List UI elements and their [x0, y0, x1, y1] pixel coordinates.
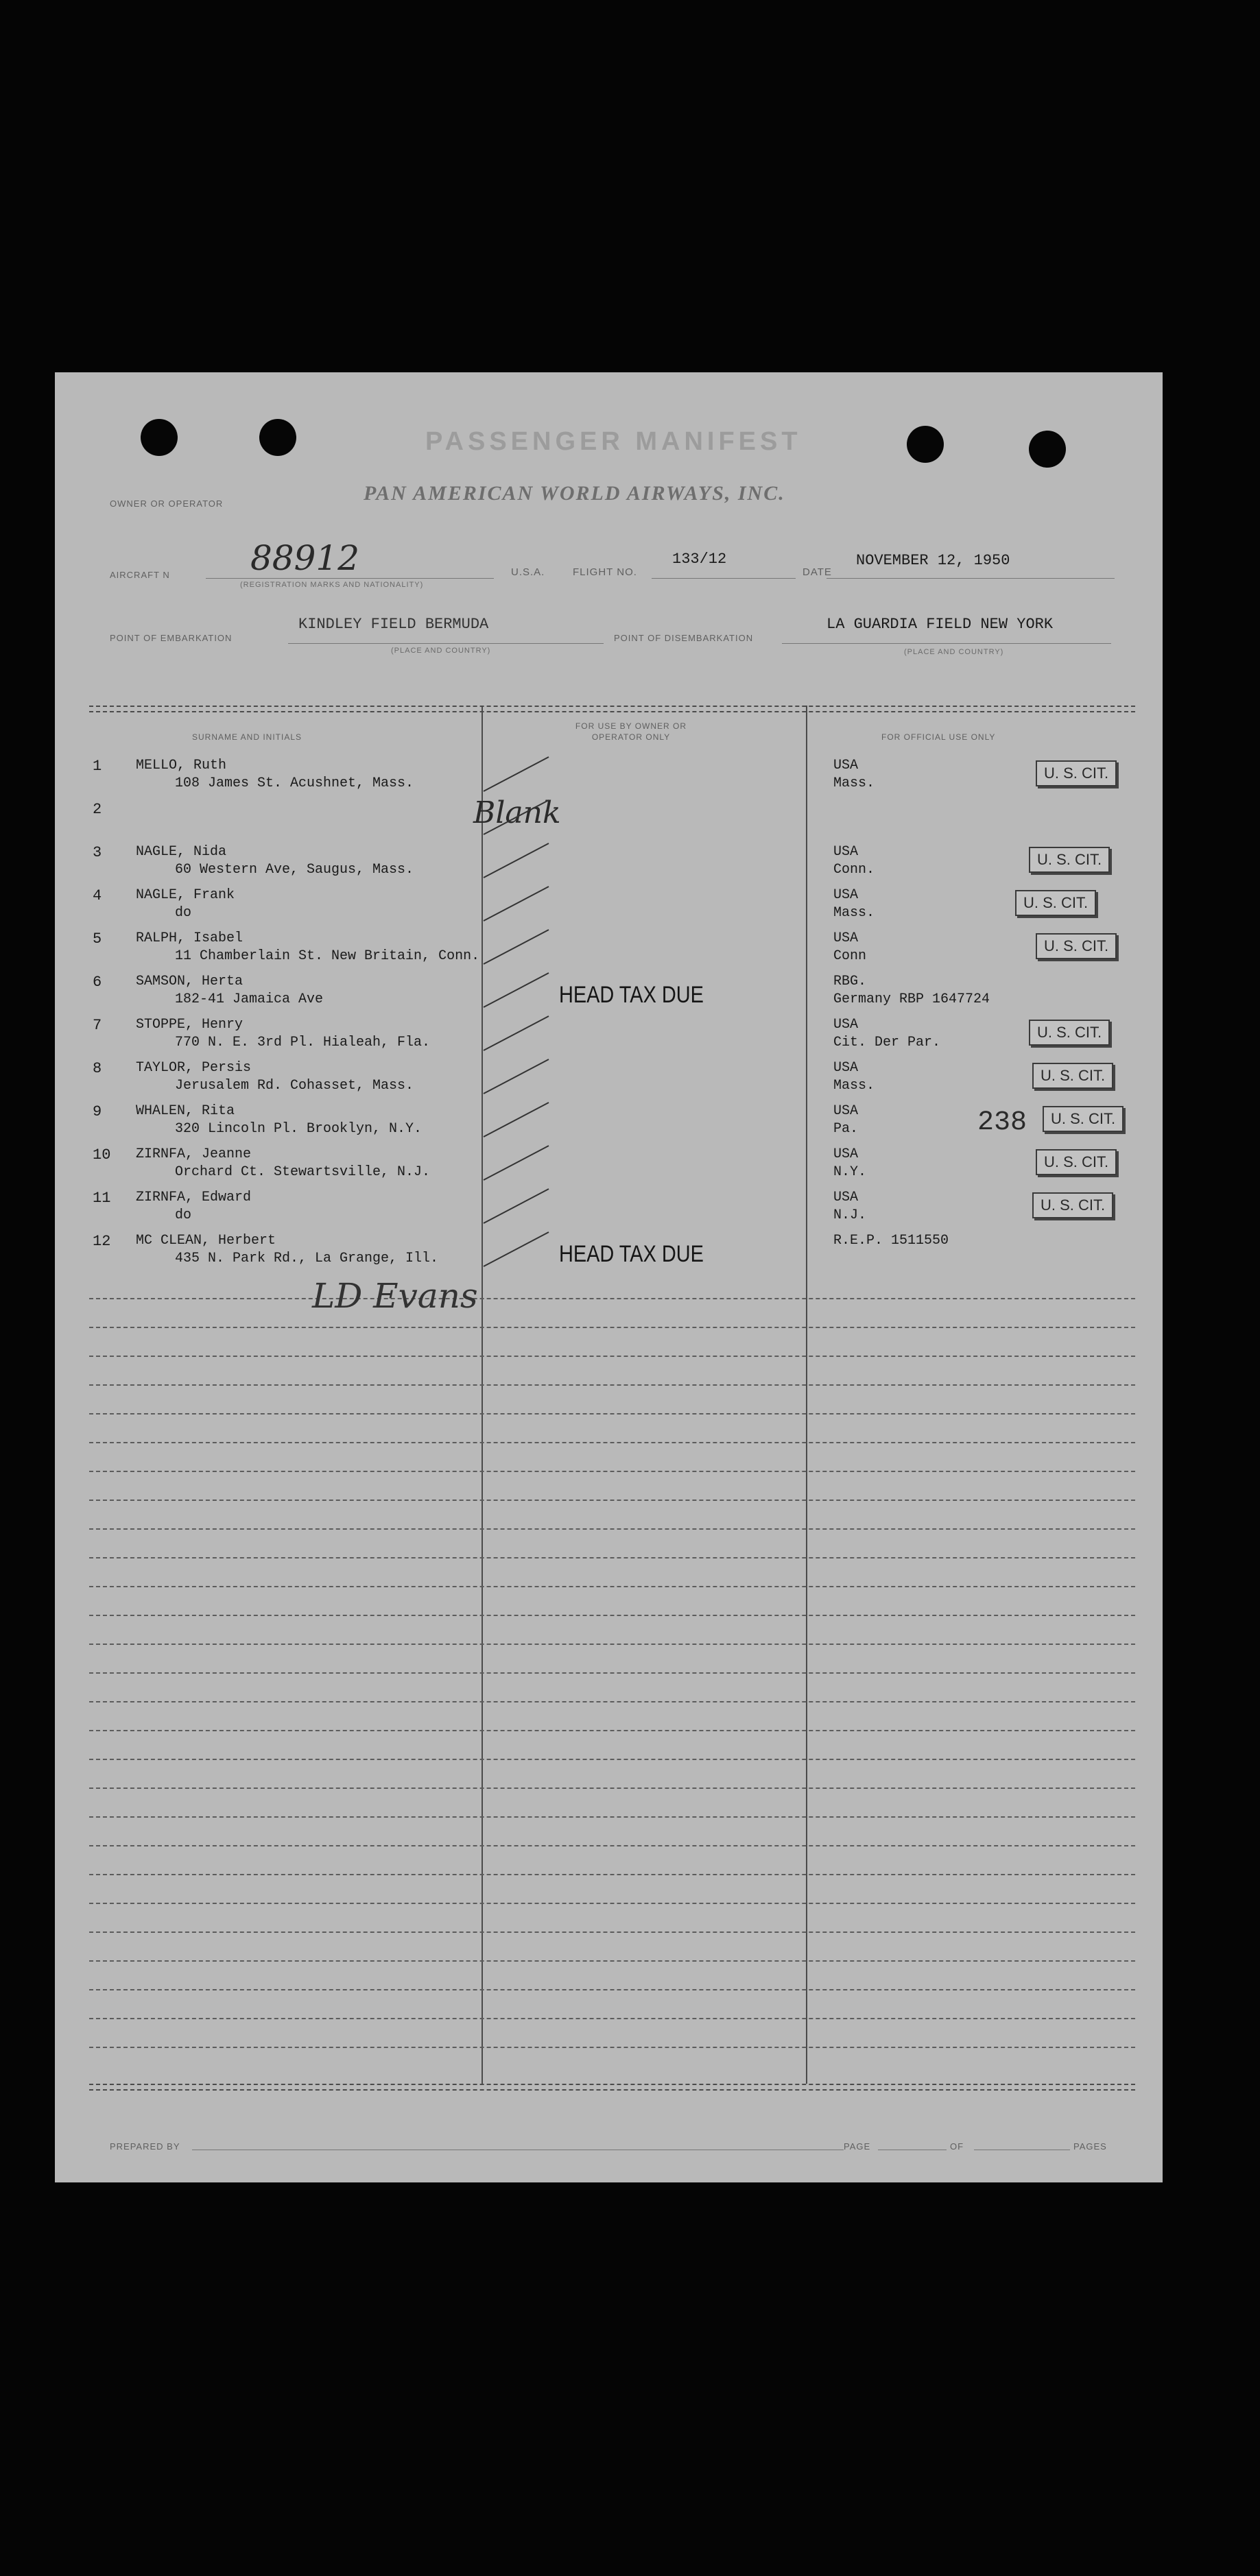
punch-hole [1029, 431, 1066, 468]
passenger-name: STOPPE, Henry [136, 1017, 243, 1033]
punch-hole [259, 419, 296, 456]
owner-label: OWNER OR OPERATOR [110, 498, 224, 509]
column-header-surname: SURNAME AND INITIALS [192, 732, 302, 742]
date-label: DATE [803, 566, 832, 578]
passenger-number: 1 [93, 758, 102, 775]
operator-remark: HEAD TAX DUE [559, 982, 704, 1008]
handwritten-238: 238 [977, 1107, 1027, 1138]
us-citizen-stamp: U. S. CIT. [1032, 1063, 1113, 1089]
official-country: USA [833, 844, 859, 860]
passenger-address: 770 N. E. 3rd Pl. Hialeah, Fla. [175, 1035, 431, 1050]
passenger-name: RALPH, Isabel [136, 930, 243, 946]
official-detail: Cit. Der Par. [833, 1035, 941, 1050]
passenger-number: 11 [93, 1190, 111, 1207]
us-citizen-stamp: U. S. CIT. [1032, 1192, 1113, 1218]
official-detail: Mass. [833, 775, 875, 791]
official-country: R.E.P. 1511550 [833, 1233, 949, 1249]
passenger-address: 320 Lincoln Pl. Brooklyn, N.Y. [175, 1121, 423, 1137]
passenger-address: 182-41 Jamaica Ave [175, 991, 324, 1007]
ruled-line [89, 2047, 1135, 2048]
check-mark-icon [480, 840, 556, 881]
page-label: PAGE [844, 2141, 871, 2152]
ruled-line [89, 1787, 1135, 1789]
passenger-address: do [175, 905, 192, 921]
passenger-number: 10 [93, 1146, 111, 1164]
official-detail: Conn. [833, 862, 875, 878]
official-detail: Conn [833, 948, 867, 964]
header-underline [782, 643, 1111, 644]
ruled-line [89, 1442, 1135, 1443]
ruled-line [89, 1672, 1135, 1674]
passenger-name: ZIRNFA, Edward [136, 1190, 252, 1205]
ruled-line [89, 1701, 1135, 1702]
passenger-address: 435 N. Park Rd., La Grange, Ill. [175, 1251, 439, 1266]
place-note: (PLACE AND COUNTRY) [391, 647, 491, 655]
passenger-number: 12 [93, 1233, 111, 1250]
embarkation-label: POINT OF EMBARKATION [110, 633, 233, 643]
official-country: USA [833, 1146, 859, 1162]
official-country: USA [833, 1017, 859, 1033]
official-detail: N.J. [833, 1207, 867, 1223]
form-title: PASSENGER MANIFEST [425, 427, 802, 456]
header-underline [206, 578, 494, 579]
owner-value: PAN AMERICAN WORLD AIRWAYS, INC. [364, 482, 785, 505]
official-detail: Mass. [833, 1078, 875, 1094]
ruled-line [89, 1903, 1135, 1904]
flight-label: FLIGHT NO. [573, 566, 637, 578]
ruled-line [89, 1586, 1135, 1587]
ruled-line [89, 1557, 1135, 1558]
ruled-line [89, 1327, 1135, 1328]
official-detail: N.Y. [833, 1164, 867, 1180]
header-underline [288, 643, 604, 644]
operator-remark: Blank [473, 795, 561, 830]
us-citizen-stamp: U. S. CIT. [1036, 760, 1117, 786]
aircraft-value: 88912 [250, 538, 360, 578]
ruled-line [89, 1471, 1135, 1472]
punch-hole [141, 419, 178, 456]
us-citizen-stamp: U. S. CIT. [1015, 890, 1096, 916]
punch-hole [907, 426, 944, 463]
ruled-line [89, 1931, 1135, 1933]
table-top-border [89, 711, 1135, 712]
passenger-name: NAGLE, Nida [136, 844, 227, 860]
manifest-sheet [55, 372, 1163, 2182]
official-country: RBG. [833, 974, 867, 989]
check-mark-icon [480, 1229, 556, 1270]
prepared-by-label: PREPARED BY [110, 2141, 180, 2152]
ruled-line [89, 1356, 1135, 1357]
disembarkation-value: LA GUARDIA FIELD NEW YORK [827, 616, 1054, 633]
table-bottom-border [89, 2084, 1135, 2085]
passenger-address: 11 Chamberlain St. New Britain, Conn. [175, 948, 480, 964]
check-mark-icon [480, 970, 556, 1011]
passenger-name: MELLO, Ruth [136, 758, 227, 773]
header-underline [652, 578, 796, 579]
passenger-number: 9 [93, 1103, 102, 1120]
passenger-address: Orchard Ct. Stewartsville, N.J. [175, 1164, 431, 1180]
passenger-number: 4 [93, 887, 102, 904]
aircraft-label: AIRCRAFT N [110, 570, 170, 580]
official-country: USA [833, 1103, 859, 1119]
ruled-line [89, 1384, 1135, 1386]
us-citizen-stamp: U. S. CIT. [1043, 1106, 1124, 1132]
pages-label: PAGES [1073, 2141, 1107, 2152]
ruled-line [89, 1816, 1135, 1818]
check-mark-icon [480, 1013, 556, 1054]
official-country: USA [833, 1190, 859, 1205]
of-label: OF [950, 2141, 964, 2152]
date-value: NOVEMBER 12, 1950 [856, 552, 1010, 569]
disembarkation-label: POINT OF DISEMBARKATION [614, 633, 754, 643]
check-mark-icon [480, 754, 556, 795]
us-citizen-stamp: U. S. CIT. [1029, 847, 1110, 873]
passenger-name: NAGLE, Frank [136, 887, 235, 903]
official-detail: Mass. [833, 905, 875, 921]
ruled-line [89, 1298, 1135, 1299]
flight-value: 133/12 [672, 551, 727, 568]
us-citizen-stamp: U. S. CIT. [1036, 933, 1117, 959]
ruled-line [89, 1500, 1135, 1501]
handwritten-signature: LD Evans [312, 1276, 478, 1316]
operator-remark: HEAD TAX DUE [559, 1241, 704, 1267]
official-detail: Germany RBP 1647724 [833, 991, 990, 1007]
us-citizen-stamp: U. S. CIT. [1029, 1020, 1110, 1046]
column-divider [806, 706, 807, 2084]
ruled-line [89, 2018, 1135, 2019]
passenger-number: 5 [93, 930, 102, 948]
check-mark-icon [480, 883, 556, 924]
ruled-line [89, 1845, 1135, 1846]
check-mark-icon [480, 1142, 556, 1183]
passenger-address: 60 Western Ave, Saugus, Mass. [175, 862, 414, 878]
official-country: USA [833, 758, 859, 773]
check-mark-icon [480, 1185, 556, 1227]
ruled-line [89, 1615, 1135, 1616]
registration-note: (REGISTRATION MARKS AND NATIONALITY) [240, 581, 424, 589]
embarkation-value: KINDLEY FIELD BERMUDA [298, 616, 489, 633]
ruled-line [89, 1874, 1135, 1875]
ruled-line [89, 1730, 1135, 1731]
check-mark-icon [480, 926, 556, 967]
table-top-border [89, 706, 1135, 707]
header-underline [827, 578, 1115, 579]
ruled-line [89, 1960, 1135, 1962]
official-country: USA [833, 887, 859, 903]
us-citizen-stamp: U. S. CIT. [1036, 1149, 1117, 1175]
ruled-line [89, 1413, 1135, 1415]
usa-label: U.S.A. [511, 566, 545, 578]
passenger-number: 7 [93, 1017, 102, 1034]
table-bottom-border [89, 2089, 1135, 2091]
ruled-line [89, 1759, 1135, 1760]
passenger-number: 8 [93, 1060, 102, 1077]
check-mark-icon [480, 1056, 556, 1097]
passenger-address: 108 James St. Acushnet, Mass. [175, 775, 414, 791]
passenger-name: SAMSON, Herta [136, 974, 243, 989]
passenger-number: 2 [93, 801, 102, 818]
passenger-number: 3 [93, 844, 102, 861]
passenger-address: do [175, 1207, 192, 1223]
passenger-number: 6 [93, 974, 102, 991]
official-country: USA [833, 1060, 859, 1076]
ruled-line [89, 1644, 1135, 1645]
official-detail: Pa. [833, 1121, 859, 1137]
passenger-name: ZIRNFA, Jeanne [136, 1146, 252, 1162]
passenger-name: TAYLOR, Persis [136, 1060, 252, 1076]
official-country: USA [833, 930, 859, 946]
check-mark-icon [480, 1099, 556, 1140]
place-note-2: (PLACE AND COUNTRY) [904, 648, 1004, 656]
column-header-official: FOR OFFICIAL USE ONLY [881, 732, 996, 742]
ruled-line [89, 1989, 1135, 1990]
passenger-name: WHALEN, Rita [136, 1103, 235, 1119]
passenger-address: Jerusalem Rd. Cohasset, Mass. [175, 1078, 414, 1094]
passenger-name: MC CLEAN, Herbert [136, 1233, 276, 1249]
check-mark-icon [480, 797, 556, 838]
column-header-owner: FOR USE BY OWNER OR OPERATOR ONLY [575, 721, 687, 742]
ruled-line [89, 1528, 1135, 1530]
